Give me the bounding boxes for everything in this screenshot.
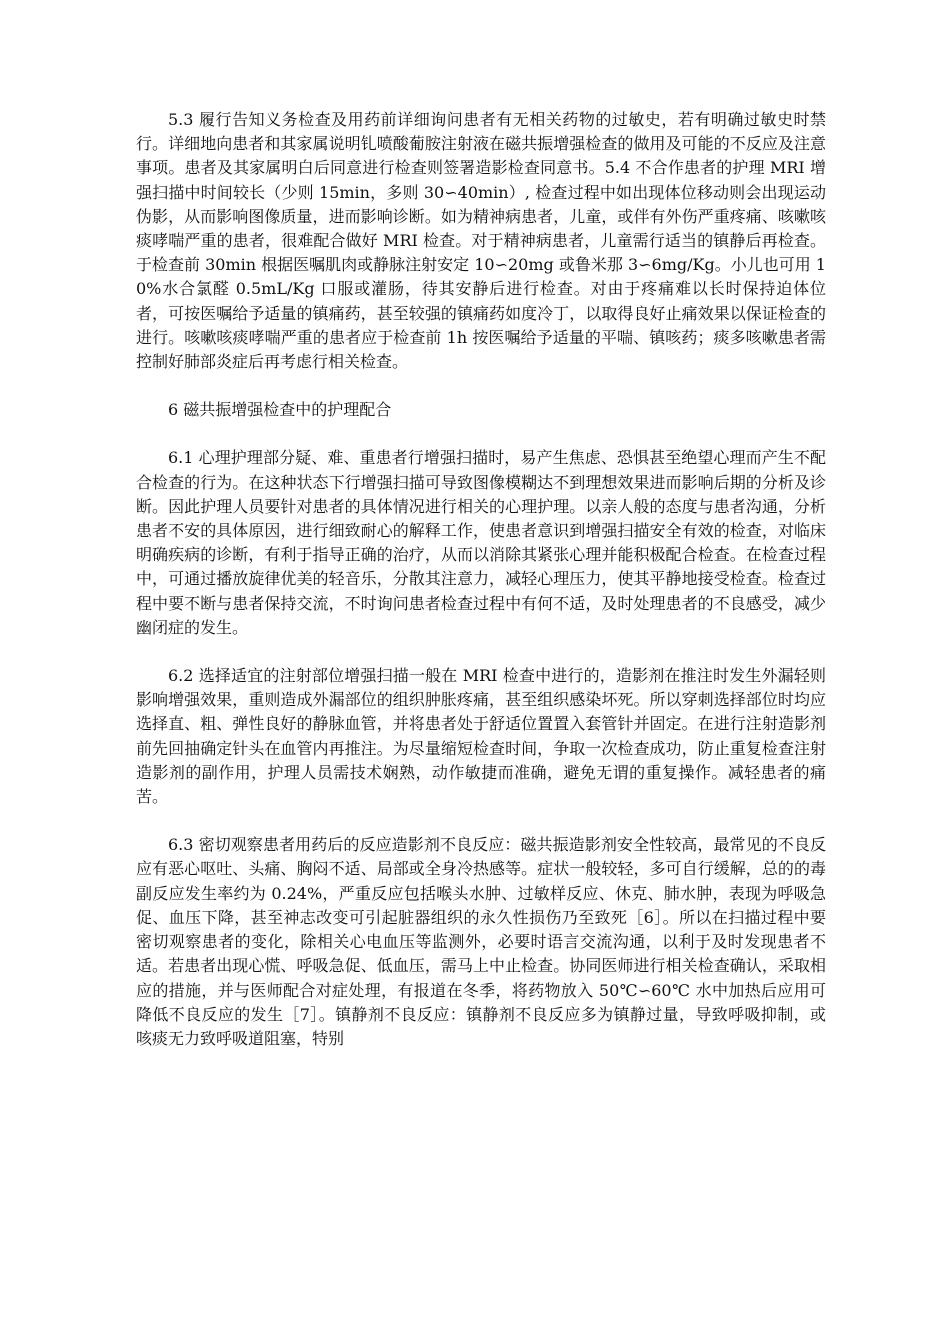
paragraph-6-3: 6.3 密切观察患者用药后的反应造影剂不良反应：磁共振造影剂安全性较高，最常见的不良反应有恶心呕吐、头痛、胸闷不适、局部或全身冷热感等。症状一般较轻，多可自行缓解，总的的毒副反应发生率约为 0.24%，严重反应包括喉头水肿、过敏样反应、休克、肺水肿，表现为呼吸急促、血压下降，甚至神志改变可引起脏器组织的永久性损伤乃至致死［6］。所以在扫描过程中要密切观察患者的变化，除相关心电血压等监测外，必要时语言交流沟通，以利于及时发现患者不适。若患者出现心慌、呼吸急促、低血压，需马上中止检查。协同医师进行相关检查确认，采取相应的措施，并与医师配合对症处理，有报道在冬季，将药物放入 50℃∽60℃ 水中加热后应用可降低不良反应的发生［7］。镇静剂不良反应：镇静剂不良反应多为镇静过量，导致呼吸抑制，或咳痰无力致呼吸道阻塞，特别 bbox=[136, 835, 826, 1048]
section-heading-6: 6 磁共振增强检查中的护理配合 bbox=[168, 400, 392, 420]
paragraph-6-1: 6.1 心理护理部分疑、难、重患者行增强扫描时，易产生焦虑、恐惧甚至绝望心理而产生不配合检查的行为。在这种状态下行增强扫描可导致图像模糊达不到理想效果进而影响后期的分析及诊断。因此护理人员要针对患者的具体情况进行相关的心理护理。以亲人般的态度与患者沟通，分析患者不安的具体原因，进行细致耐心的解释工作，使患者意识到增强扫描安全有效的检查，对临床明确疾病的诊断，有利于指导正确的治疗，从而以消除其紧张心理并能积极配合检查。在检查过程中，可通过播放旋律优美的轻音乐，分散其注意力，减轻心理压力，使其平静地接受检查。检查过程中要不断与患者保持交流，不时询问患者检查过程中有何不适，及时处理患者的不良感受，减少幽闭症的发生。 bbox=[136, 448, 826, 637]
paragraph-5-3: 5.3 履行告知义务检查及用药前详细询问患者有无相关药物的过敏史，若有明确过敏史时禁行。详细地向患者和其家属说明钆喷酸葡胺注射液在磁共振增强检查的做用及可能的不反应及注意事项。患者及其家属明白后同意进行检查则签署造影检查同意书。5.4 不合作患者的护理 MRI 增强扫描中时间较长（少则 15min，多则 30∽40min）, 检查过程中如出现体位移动则会出现运动伪影，从而影响图像质量，进而影响诊断。如为精神病患者，儿童，或伴有外伤严重疼痛、咳嗽咳痰哮喘严重的患者，很难配合做好 MRI 检查。对于精神病患者，儿童需行适当的镇静后再检查。于检查前 30min 根据医嘱肌肉或静脉注射安定 10∽20mg 或鲁米那 3∽6mg/Kg。小儿也可用 10%水合氯醛 0.5mL/Kg 口服或灌肠，待其安静后进行检查。对由于疼痛难以长时保持迫体位者，可按医嘱给予适量的镇痛药，甚至较强的镇痛药如度冷丁，以取得良好止痛效果以保证检查的进行。咳嗽咳痰哮喘严重的患者应于检查前 1h 按医嘱给予适量的平喘、镇咳药；痰多咳嗽患者需控制好肺部炎症后再考虑行相关检查。 bbox=[136, 110, 826, 372]
paragraph-6-2: 6.2 选择适宜的注射部位增强扫描一般在 MRI 检查中进行的，造影剂在推注时发生外漏轻则影响增强效果，重则造成外漏部位的组织肿胀疼痛，甚至组织感染坏死。所以穿刺选择部位时均应选择直、粗、弹性良好的静脉血管，并将患者处于舒适位置置入套管针并固定。在进行注射造影剂前先回抽确定针头在血管内再推注。为尽量缩短检查时间，争取一次检查成功，防止重复检查注射造影剂的副作用，护理人员需技术娴熟，动作敏捷而准确，避免无谓的重复操作。减轻患者的痛苦。 bbox=[136, 666, 826, 807]
document-page bbox=[136, 108, 826, 1051]
